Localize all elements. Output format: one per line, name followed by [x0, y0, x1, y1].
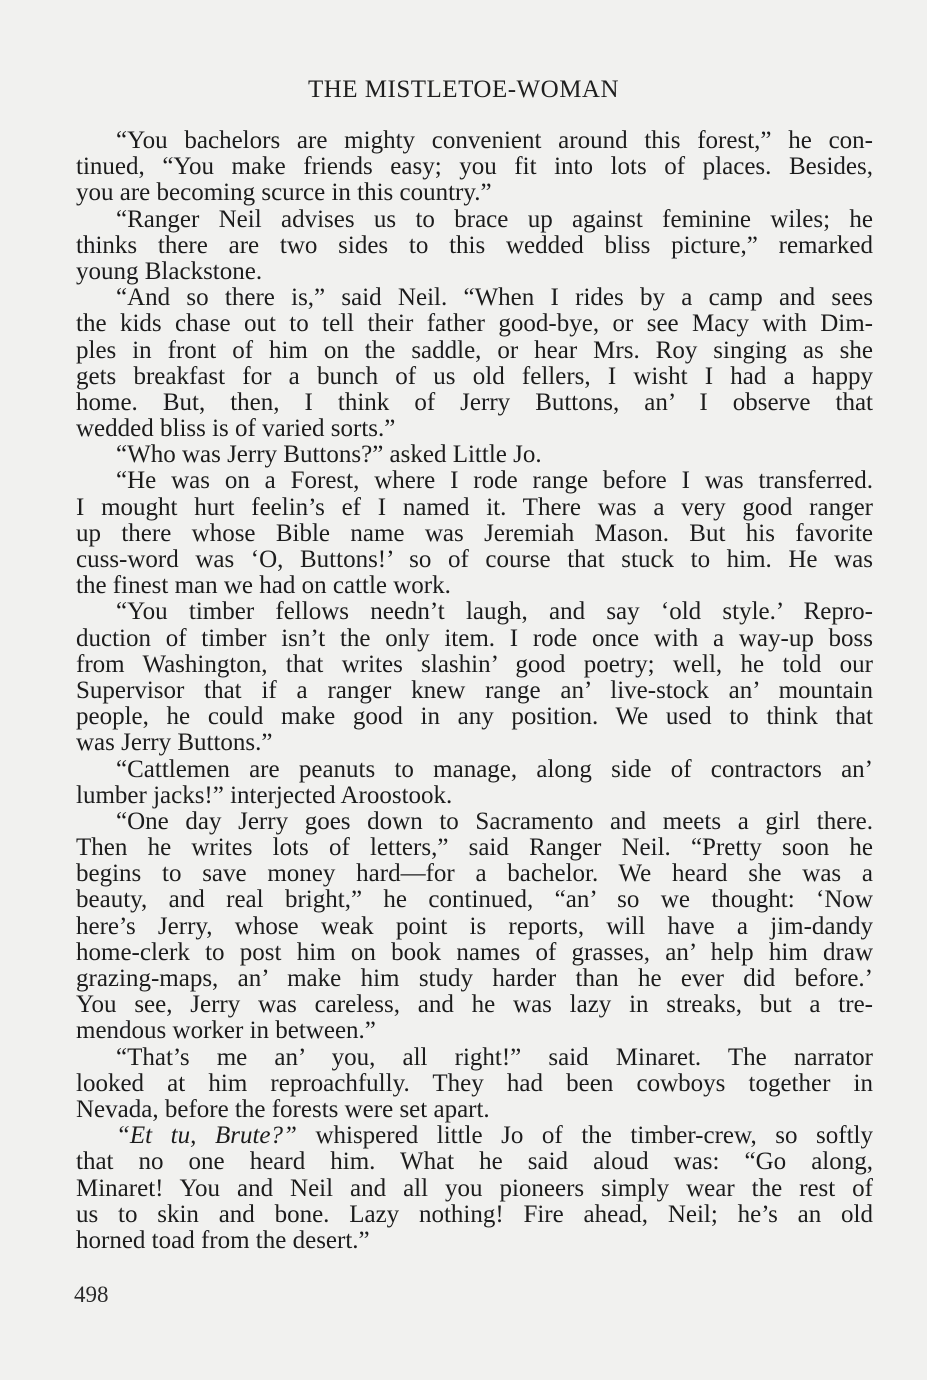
text-line-italic-start	[76, 1123, 873, 1149]
text-line: tinued, “You make friends easy; you fit into lots of places. Besides,	[76, 154, 873, 181]
text-line: people, he could make good in any position. We used to think that	[76, 704, 873, 731]
running-title: THE MISTLETOE-WOMAN	[307, 76, 620, 103]
text-line: gets breakfast for a bunch of us old fellers, I wisht I had a happy	[76, 363, 873, 390]
text-line: ples in front of him on the saddle, or hear Mrs. Roy singing as she	[76, 337, 873, 364]
text-line: grazing-maps, an’ make him study harder than he ever did before.’	[76, 966, 873, 992]
text-line: “And so there is,” said Neil. “When I rides by a camp and sees	[116, 285, 873, 312]
text-line: home. But, then, I think of Jerry Buttons, an’ I observe that	[76, 389, 873, 416]
text-line: the kids chase out to tell their father good-bye, or see Macy with Dim-	[76, 311, 873, 338]
text-line: You see, Jerry was careless, and he was lazy in streaks, but a tre-	[76, 992, 873, 1019]
text-line: mendous worker in between.”	[76, 1018, 376, 1045]
text-line: wedded bliss is of varied sorts.”	[76, 416, 396, 443]
body-text	[76, 128, 873, 1254]
italic-phrase: “Et tu, Brute?”	[116, 1123, 297, 1150]
text-line: begins to save money hard—for a bachelor. We heard she was a	[76, 861, 873, 888]
page-number: 498	[74, 1282, 109, 1307]
text-line: duction of timber isn’t the only item. I rode once with a way-up boss	[76, 625, 873, 652]
text-line: I mought hurt feelin’s ef I named it. There was a very good ranger	[76, 494, 873, 521]
text-line: home-clerk to post him on book names of grasses, an’ help him draw	[76, 939, 873, 966]
text-line-rest: whispered little Jo of the timber-crew, so softly	[315, 1123, 873, 1150]
text-line: the finest man we had on cattle work.	[76, 573, 451, 600]
text-line: us to skin and bone. Lazy nothing! Fire ahead, Neil; he’s an old	[76, 1201, 873, 1228]
text-line: beauty, and real bright,” he continued, “an’ so we thought: ‘Now	[76, 887, 873, 914]
text-line: from Washington, that writes slashin’ good poetry; well, he told our	[76, 651, 873, 678]
text-line: “Cattlemen are peanuts to manage, along side of contractors an’	[116, 756, 873, 783]
text-line: horned toad from the desert.”	[76, 1227, 370, 1254]
text-line: here’s Jerry, whose weak point is reports, will have a jim-dandy	[76, 913, 873, 940]
text-line: “Ranger Neil advises us to brace up against feminine wiles; he	[116, 206, 873, 233]
text-line: Supervisor that if a ranger knew range an’ live-stock an’ mountain	[76, 677, 873, 704]
text-line: cuss-word was ‘O, Buttons!’ so of course that stuck to him. He was	[76, 547, 873, 573]
text-line: “One day Jerry goes down to Sacramento and meets a girl there.	[116, 808, 873, 835]
text-line: lumber jacks!” interjected Aroostook.	[76, 782, 453, 809]
text-line: Nevada, before the forests were set apart.	[76, 1096, 490, 1123]
text-line: thinks there are two sides to this wedded bliss picture,” remarked	[76, 232, 873, 259]
text-line: up there whose Bible name was Jeremiah Mason. But his favorite	[76, 520, 873, 547]
text-line: Then he writes lots of letters,” said Ranger Neil. “Pretty soon he	[76, 835, 873, 862]
text-line: Minaret! You and Neil and all you pioneers simply wear the rest of	[76, 1175, 873, 1202]
text-line: “He was on a Forest, where I rode range before I was transferred.	[116, 468, 873, 495]
text-line: was Jerry Buttons.”	[76, 730, 273, 757]
text-line: “That’s me an’ you, all right!” said Minaret. The narrator	[116, 1044, 873, 1071]
text-line: looked at him reproachfully. They had been cowboys together in	[76, 1070, 873, 1097]
text-line: that no one heard him. What he said aloud was: “Go along,	[76, 1149, 873, 1176]
text-line: “You timber fellows needn’t laugh, and say ‘old style.’ Repro-	[116, 599, 873, 626]
text-line: you are becoming scurce in this country.”	[76, 180, 492, 207]
text-line: “You bachelors are mighty convenient around this forest,” he con-	[116, 128, 873, 154]
text-line: young Blackstone.	[76, 258, 263, 285]
text-line: “Who was Jerry Buttons?” asked Little Jo.	[116, 442, 542, 469]
